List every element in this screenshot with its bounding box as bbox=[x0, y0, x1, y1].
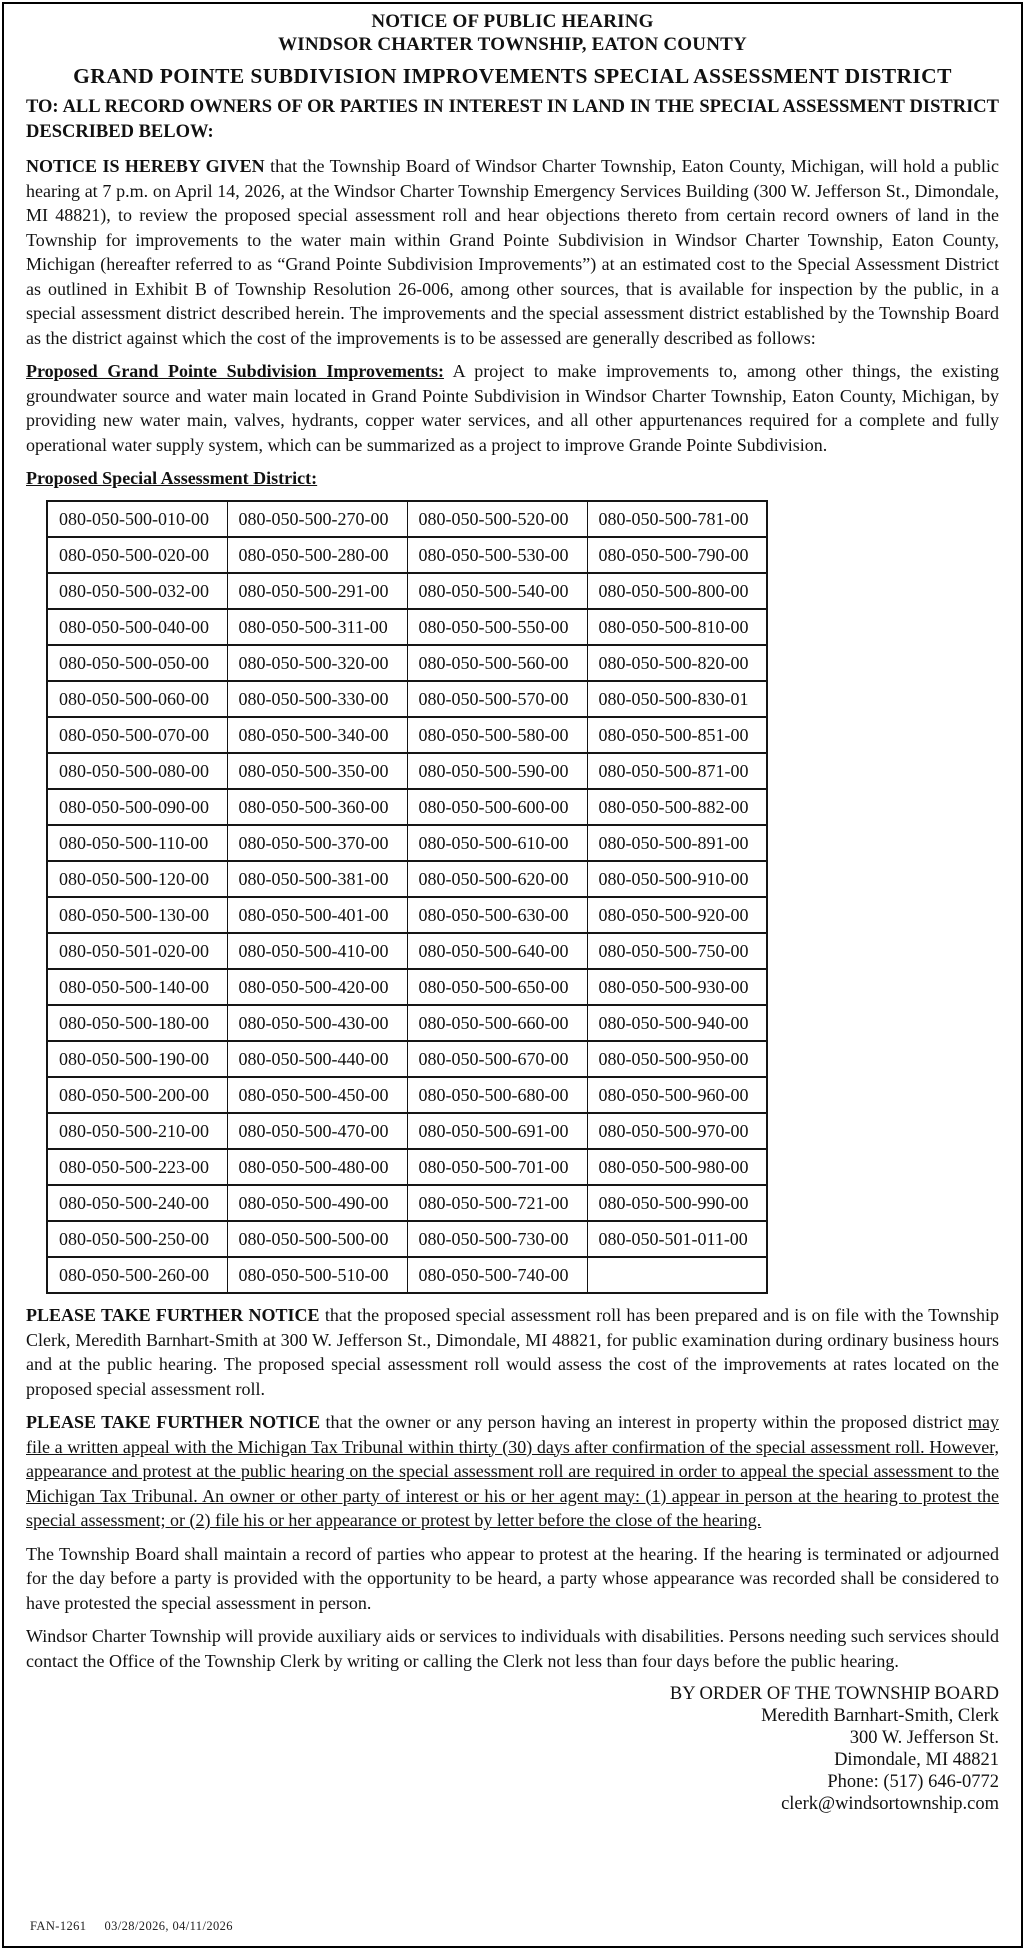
parcel-cell: 080-050-500-570-00 bbox=[407, 681, 587, 717]
parcel-row bbox=[47, 825, 767, 861]
parcel-cell: 080-050-500-540-00 bbox=[407, 573, 587, 609]
parcel-cell: 080-050-500-090-00 bbox=[47, 789, 227, 825]
parcel-row bbox=[47, 537, 767, 573]
parcel-cell: 080-050-500-223-00 bbox=[47, 1149, 227, 1185]
parcel-cell: 080-050-500-250-00 bbox=[47, 1221, 227, 1257]
parcel-row bbox=[47, 789, 767, 825]
parcel-row bbox=[47, 1257, 767, 1293]
parcel-cell: 080-050-500-311-00 bbox=[227, 609, 407, 645]
parcel-cell: 080-050-500-610-00 bbox=[407, 825, 587, 861]
parcel-row bbox=[47, 717, 767, 753]
parcel-cell: 080-050-500-440-00 bbox=[227, 1041, 407, 1077]
signature-email: clerk@windsortownship.com bbox=[781, 1794, 999, 1814]
further-notice-2-paragraph bbox=[26, 1410, 999, 1533]
parcel-row bbox=[47, 753, 767, 789]
parcel-cell: 080-050-500-800-00 bbox=[587, 573, 767, 609]
notice-title-line1: NOTICE OF PUBLIC HEARING bbox=[371, 11, 654, 32]
parcel-row bbox=[47, 1149, 767, 1185]
parcel-cell: 080-050-500-032-00 bbox=[47, 573, 227, 609]
parcel-cell: 080-050-500-260-00 bbox=[47, 1257, 227, 1293]
parcel-cell: 080-050-500-350-00 bbox=[227, 753, 407, 789]
parcel-cell: 080-050-500-410-00 bbox=[227, 933, 407, 969]
publication-dates: 03/28/2026, 04/11/2026 bbox=[104, 1919, 233, 1933]
parcel-cell: 080-050-500-550-00 bbox=[407, 609, 587, 645]
parcel-cell: 080-050-500-500-00 bbox=[227, 1221, 407, 1257]
signature-by-order-line: BY ORDER OF THE TOWNSHIP BOARD bbox=[669, 1684, 999, 1704]
signature-address-street: 300 W. Jefferson St. bbox=[849, 1728, 999, 1748]
parcel-cell: 080-050-500-650-00 bbox=[407, 969, 587, 1005]
parcel-cell: 080-050-500-240-00 bbox=[47, 1185, 227, 1221]
further-notice-1-body: that the proposed special assessment roll has been prepared and is on file with the Township Clerk, Meredith Barnhart-Smith at 300 W. Jefferson St., Dimondale, MI 48821, for public examination during ordinary business hours and at the public hearing. The proposed special assessment roll would assess the cost of the improvements at rates located on the proposed special assessment roll. bbox=[26, 1305, 1000, 1399]
publication-id: FAN-1261 bbox=[30, 1919, 87, 1933]
parcel-cell: 080-050-500-280-00 bbox=[227, 537, 407, 573]
further-notice-2-lead: PLEASE TAKE FURTHER NOTICE bbox=[26, 1412, 321, 1432]
parcel-cell: 080-050-500-920-00 bbox=[587, 897, 767, 933]
special-assessment-district-heading: Proposed Special Assessment District: bbox=[26, 468, 318, 488]
signature-phone: Phone: (517) 646-0772 bbox=[827, 1772, 999, 1792]
parcel-row bbox=[47, 1185, 767, 1221]
parcel-cell: 080-050-500-851-00 bbox=[587, 717, 767, 753]
parcel-cell: 080-050-500-630-00 bbox=[407, 897, 587, 933]
parcel-cell: 080-050-500-960-00 bbox=[587, 1077, 767, 1113]
parcel-cell: 080-050-500-670-00 bbox=[407, 1041, 587, 1077]
parcel-cell: 080-050-500-050-00 bbox=[47, 645, 227, 681]
notice-border-frame bbox=[2, 2, 1023, 1948]
parcel-cell: 080-050-500-291-00 bbox=[227, 573, 407, 609]
parcel-cell: 080-050-500-480-00 bbox=[227, 1149, 407, 1185]
parcel-row bbox=[47, 645, 767, 681]
parcel-cell: 080-050-500-370-00 bbox=[227, 825, 407, 861]
parcel-cell: 080-050-500-930-00 bbox=[587, 969, 767, 1005]
notice-given-body: that the Township Board of Windsor Charter Township, Eaton County, Michigan, will hold a public hearing at 7 p.m. on April 14, 2026, at the Windsor Charter Township Emergency Services Building (300 W. Jefferson St., Dimondale, MI 48821), to review the proposed special assessment roll and hear objections thereto from certain record owners of land in the Township for improvements to the water main within Grand Pointe Subdivision in Windsor Charter Township, Eaton County, Michigan (hereafter referred to as “Grand Pointe Subdivision Improvements”) at an estimated cost to the Special Assessment District as outlined in Exhibit B of Township Resolution 26-006, among other sources, that is available for inspection by the public, in a special assessment district described herein. The improvements and the special assessment district established by the Township Board as the district against which the cost of the improvements is to be assessed are generally described as follows: bbox=[26, 156, 999, 348]
parcel-row bbox=[47, 1005, 767, 1041]
parcel-cell: 080-050-500-600-00 bbox=[407, 789, 587, 825]
parcel-cell: 080-050-500-871-00 bbox=[587, 753, 767, 789]
parcel-cell: 080-050-500-820-00 bbox=[587, 645, 767, 681]
parcel-cell: 080-050-500-701-00 bbox=[407, 1149, 587, 1185]
proposed-improvements-paragraph bbox=[26, 359, 999, 457]
signature-address-city: Dimondale, MI 48821 bbox=[834, 1750, 999, 1770]
parcel-cell: 080-050-500-721-00 bbox=[407, 1185, 587, 1221]
parcel-cell: 080-050-500-320-00 bbox=[227, 645, 407, 681]
to-recipients-heading: TO: ALL RECORD OWNERS OF OR PARTIES IN INTEREST IN LAND IN THE SPECIAL ASSESSMENT DISTRICT DESCRIBED BELOW: bbox=[26, 97, 999, 142]
parcel-cell: 080-050-500-381-00 bbox=[227, 861, 407, 897]
parcel-cell: 080-050-500-730-00 bbox=[407, 1221, 587, 1257]
parcel-cell: 080-050-500-530-00 bbox=[407, 537, 587, 573]
parcel-cell: 080-050-500-200-00 bbox=[47, 1077, 227, 1113]
parcel-cell: 080-050-500-740-00 bbox=[407, 1257, 587, 1293]
further-notice-1-paragraph bbox=[26, 1303, 999, 1401]
parcel-cell: 080-050-500-910-00 bbox=[587, 861, 767, 897]
parcel-row bbox=[47, 897, 767, 933]
further-notice-2-body: that the owner or any person having an interest in property within the proposed district bbox=[320, 1412, 968, 1432]
parcel-cell: 080-050-500-620-00 bbox=[407, 861, 587, 897]
parcel-cell: 080-050-500-060-00 bbox=[47, 681, 227, 717]
parcel-cell: 080-050-500-990-00 bbox=[587, 1185, 767, 1221]
parcel-cell: 080-050-500-010-00 bbox=[47, 501, 227, 537]
parcel-cell: 080-050-500-210-00 bbox=[47, 1113, 227, 1149]
parcel-cell: 080-050-500-680-00 bbox=[407, 1077, 587, 1113]
proposed-improvements-body: A project to make improvements to, among other things, the existing groundwater source and water main located in Grand Pointe Subdivision in Windsor Charter Township, Eaton County, Michigan, by providing new water main, valves, hydrants, copper water services, and all other appurtenances required for a complete and fully operational water supply system, which can be summarized as a project to improve Grande Pointe Subdivision. bbox=[26, 361, 1000, 455]
parcel-cell bbox=[587, 1257, 767, 1293]
parcel-cell: 080-050-500-810-00 bbox=[587, 609, 767, 645]
parcel-cell: 080-050-500-691-00 bbox=[407, 1113, 587, 1149]
parcel-cell: 080-050-500-040-00 bbox=[47, 609, 227, 645]
parcel-cell: 080-050-500-110-00 bbox=[47, 825, 227, 861]
parcel-cell: 080-050-500-450-00 bbox=[227, 1077, 407, 1113]
parcel-cell: 080-050-500-401-00 bbox=[227, 897, 407, 933]
parcel-cell: 080-050-500-940-00 bbox=[587, 1005, 767, 1041]
parcel-table-body bbox=[47, 501, 767, 1293]
parcel-cell: 080-050-500-882-00 bbox=[587, 789, 767, 825]
parcel-row bbox=[47, 1221, 767, 1257]
parcel-cell: 080-050-500-360-00 bbox=[227, 789, 407, 825]
notice-title-line2: WINDSOR CHARTER TOWNSHIP, EATON COUNTY bbox=[278, 34, 747, 55]
parcel-cell: 080-050-500-490-00 bbox=[227, 1185, 407, 1221]
parcel-row bbox=[47, 681, 767, 717]
parcel-cell: 080-050-500-560-00 bbox=[407, 645, 587, 681]
parcel-cell: 080-050-500-180-00 bbox=[47, 1005, 227, 1041]
parcel-cell: 080-050-501-011-00 bbox=[587, 1221, 767, 1257]
parcel-row bbox=[47, 1113, 767, 1149]
district-title: GRAND POINTE SUBDIVISION IMPROVEMENTS SPECIAL ASSESSMENT DISTRICT bbox=[73, 64, 952, 88]
parcel-cell: 080-050-500-640-00 bbox=[407, 933, 587, 969]
notice-given-lead: NOTICE IS HEREBY GIVEN bbox=[26, 156, 265, 176]
parcel-cell: 080-050-500-140-00 bbox=[47, 969, 227, 1005]
parcel-row bbox=[47, 501, 767, 537]
parcel-cell: 080-050-500-520-00 bbox=[407, 501, 587, 537]
parcel-cell: 080-050-500-470-00 bbox=[227, 1113, 407, 1149]
parcel-row bbox=[47, 573, 767, 609]
parcel-cell: 080-050-500-340-00 bbox=[227, 717, 407, 753]
parcel-cell: 080-050-500-830-01 bbox=[587, 681, 767, 717]
parcel-cell: 080-050-500-790-00 bbox=[587, 537, 767, 573]
parcel-cell: 080-050-500-190-00 bbox=[47, 1041, 227, 1077]
parcel-cell: 080-050-500-510-00 bbox=[227, 1257, 407, 1293]
proposed-improvements-lead: Proposed Grand Pointe Subdivision Improvements: bbox=[26, 361, 444, 381]
parcel-cell: 080-050-500-980-00 bbox=[587, 1149, 767, 1185]
parcel-row bbox=[47, 1041, 767, 1077]
parcel-cell: 080-050-500-080-00 bbox=[47, 753, 227, 789]
township-board-record-paragraph: The Township Board shall maintain a record of parties who appear to protest at the hearing. If the hearing is terminated or adjourned for the day before a party is provided with the opportunity to be heard, a party whose appearance was recorded shall be considered to have protested the special assessment in person. bbox=[26, 1543, 999, 1613]
parcel-cell: 080-050-500-970-00 bbox=[587, 1113, 767, 1149]
parcel-row bbox=[47, 609, 767, 645]
parcel-table bbox=[46, 500, 768, 1294]
parcel-cell: 080-050-500-020-00 bbox=[47, 537, 227, 573]
parcel-row bbox=[47, 861, 767, 897]
parcel-row bbox=[47, 1077, 767, 1113]
parcel-cell: 080-050-500-430-00 bbox=[227, 1005, 407, 1041]
parcel-cell: 080-050-500-270-00 bbox=[227, 501, 407, 537]
publication-footer bbox=[30, 1919, 233, 1934]
parcel-cell: 080-050-500-120-00 bbox=[47, 861, 227, 897]
parcel-cell: 080-050-500-330-00 bbox=[227, 681, 407, 717]
parcel-row bbox=[47, 933, 767, 969]
parcel-cell: 080-050-500-070-00 bbox=[47, 717, 227, 753]
parcel-cell: 080-050-500-891-00 bbox=[587, 825, 767, 861]
further-notice-1-lead: PLEASE TAKE FURTHER NOTICE bbox=[26, 1305, 320, 1325]
further-notice-2-underlined-appeal-text: may file a written appeal with the Michigan Tax Tribunal within thirty (30) days after confirmation of the special assessment roll. However, appearance and protest at the public hearing on the special assessment roll are required in order to appeal the special assessment to the Michigan Tax Tribunal. An owner or other party of interest or his or her agent may: (1) appear in person at the hearing to protest the special assessment; or (2) file his or her appearance or protest by letter before the close of the hearing. bbox=[26, 1412, 999, 1530]
parcel-cell: 080-050-500-660-00 bbox=[407, 1005, 587, 1041]
parcel-row bbox=[47, 969, 767, 1005]
notice-given-paragraph bbox=[26, 154, 999, 350]
parcel-cell: 080-050-500-580-00 bbox=[407, 717, 587, 753]
parcel-cell: 080-050-500-130-00 bbox=[47, 897, 227, 933]
parcel-cell: 080-050-500-590-00 bbox=[407, 753, 587, 789]
signature-clerk-name: Meredith Barnhart-Smith, Clerk bbox=[761, 1706, 999, 1726]
auxiliary-aids-paragraph: Windsor Charter Township will provide auxiliary aids or services to individuals with disabilities. Persons needing such services should contact the Office of the Township Clerk by writing or calling the Clerk not less than four days before the public hearing. bbox=[26, 1626, 999, 1671]
parcel-cell: 080-050-501-020-00 bbox=[47, 933, 227, 969]
signature-block bbox=[26, 1683, 999, 1815]
parcel-cell: 080-050-500-950-00 bbox=[587, 1041, 767, 1077]
parcel-cell: 080-050-500-781-00 bbox=[587, 501, 767, 537]
parcel-cell: 080-050-500-750-00 bbox=[587, 933, 767, 969]
parcel-cell: 080-050-500-420-00 bbox=[227, 969, 407, 1005]
